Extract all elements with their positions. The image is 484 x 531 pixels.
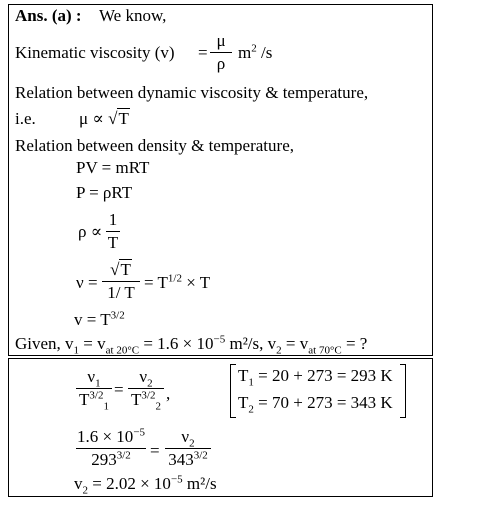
relation-density: Relation between density & temperature,: [15, 136, 294, 155]
T2-sub: 2: [155, 400, 161, 413]
denominator-T1: [76, 389, 112, 413]
result-exp: −5: [170, 473, 183, 486]
T2-eq-sub: 2: [248, 403, 254, 416]
T2-equation: [238, 393, 393, 416]
T2-value: = 70 + 273 = 343 K: [253, 393, 393, 412]
numerator-v2b: [165, 427, 211, 450]
v2b-sub: 2: [189, 437, 195, 450]
ie-label: i.e.: [15, 109, 36, 128]
kinematic-unit: [238, 43, 272, 63]
given-line: [15, 333, 368, 357]
given-v: Given, v: [15, 334, 74, 353]
given-sub2: 2: [276, 344, 282, 357]
result-sub: 2: [82, 484, 88, 497]
given-eq-v2: = v: [281, 334, 309, 353]
num-exp: −5: [133, 426, 146, 439]
T1-value: = 20 + 273 = 293 K: [253, 366, 393, 385]
nu-rhs-times-T: × T: [181, 273, 211, 292]
unit-tail: /s: [256, 43, 273, 62]
given-value: = 1.6 × 10: [139, 334, 214, 353]
given-sub-20: at 20°C: [105, 344, 140, 357]
den-293-exp: 3/2: [116, 449, 131, 462]
unit-exp: 2: [251, 42, 257, 55]
den-293: 293: [91, 450, 117, 469]
one-over-T: [106, 210, 120, 253]
T1-exp: 3/2: [89, 389, 104, 402]
given-question: = ?: [341, 334, 368, 353]
T2-letter: T: [238, 393, 249, 412]
numerator-v1: [76, 367, 112, 390]
answer-label: Ans. (a) :: [15, 6, 82, 25]
T1-equation: [238, 366, 393, 389]
v2b-symbol: ν: [181, 427, 190, 446]
given-exp: −5: [213, 333, 226, 346]
numerator-v2: [128, 367, 164, 390]
mu-symbol: μ: [216, 31, 226, 50]
nu-equation-lhs: ν =: [76, 273, 98, 292]
given-over-293: [76, 427, 146, 470]
result-v: v: [74, 474, 83, 493]
fraction-bar: [76, 448, 146, 449]
v1-over-T1: [76, 367, 112, 413]
T2-exp: 3/2: [141, 389, 156, 402]
given-eq-v: = v: [79, 334, 106, 353]
nu-symbol: ν: [76, 273, 84, 292]
T1-sub: 1: [103, 400, 109, 413]
equals-sign: =: [114, 380, 124, 399]
T1-letter: T: [238, 366, 249, 385]
mu-proportional: μ ∝ √T: [79, 109, 129, 128]
v2-over-343: [165, 427, 211, 470]
equals-sign: =: [198, 43, 208, 62]
v1-symbol: ν: [87, 367, 96, 386]
denominator-343: [165, 450, 211, 470]
rho-symbol: ρ: [216, 54, 226, 73]
nu-final: [74, 310, 125, 330]
result-unit: m²/s: [182, 474, 217, 493]
fraction-bar: [102, 281, 140, 282]
numerator-given: [76, 427, 146, 447]
given-unit-v2: m²/s, v: [225, 334, 277, 353]
numerator-one: 1: [108, 210, 118, 229]
T2-symbol: T: [131, 390, 142, 409]
given-sub-70: at 70°C: [308, 344, 342, 357]
mu-over-rho: [210, 31, 232, 74]
equals-sign: =: [150, 441, 160, 460]
rho-proportional: ρ ∝: [78, 222, 103, 241]
den-343-exp: 3/2: [193, 449, 208, 462]
T1-eq-sub: 1: [248, 376, 254, 389]
nu-final-exp: 3/2: [110, 309, 125, 322]
sqrt-T-num: T: [120, 260, 131, 279]
nu-final-text: v = T: [74, 310, 111, 329]
kinematic-viscosity-label: Kinematic viscosity (v): [15, 43, 175, 62]
num-value: 1.6 × 10: [76, 427, 134, 446]
result-value: = 2.02 × 10: [88, 474, 171, 493]
fraction-bar: [210, 52, 232, 53]
right-bracket: [400, 364, 406, 418]
left-bracket: [230, 364, 236, 418]
p-equation: P = ρRT: [76, 183, 133, 202]
v1-sub: 1: [95, 377, 101, 390]
nu-rhs-exp: 1/2: [167, 272, 182, 285]
T1-symbol: T: [79, 390, 90, 409]
sqrt-T: T: [118, 109, 129, 128]
v2-over-T2: [128, 367, 164, 413]
denominator-1-over-T: 1/ T: [107, 283, 135, 302]
v2-symbol: ν: [139, 367, 148, 386]
numerator-sqrt-T: √T: [110, 260, 131, 279]
fraction-bar: [106, 231, 120, 232]
comma: ,: [166, 384, 171, 403]
sqrtT-over-1T: [102, 260, 140, 303]
denominator-293: [76, 450, 146, 470]
unit-m: m: [238, 43, 252, 62]
given-sub1: 1: [73, 344, 80, 357]
nu-rhs-T: = T: [144, 273, 168, 292]
relation-dynamic-viscosity: Relation between dynamic viscosity & temperature,: [15, 83, 369, 102]
result-line: [74, 473, 217, 497]
intro-text: We know,: [99, 6, 167, 25]
mu-prop-text: μ ∝: [79, 109, 104, 128]
denominator-T2: [128, 389, 164, 413]
den-343: 343: [168, 450, 194, 469]
v2-sub: 2: [147, 377, 153, 390]
nu-equation-rhs: [144, 273, 210, 293]
denominator-T: T: [107, 233, 119, 252]
pv-equation: PV = mRT: [76, 158, 150, 177]
